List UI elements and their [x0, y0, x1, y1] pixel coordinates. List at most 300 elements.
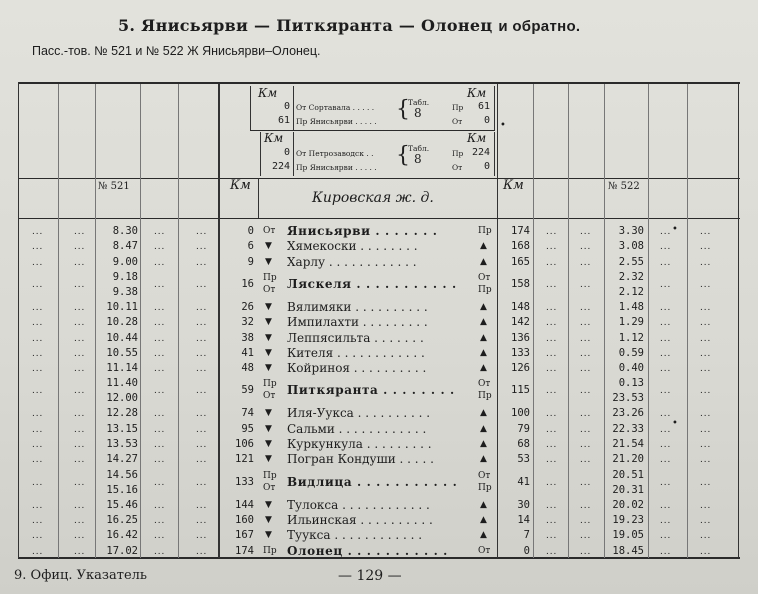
- filler-dots: ...: [32, 301, 44, 313]
- filler-dots: ...: [700, 476, 712, 488]
- filler-dots: ...: [32, 332, 44, 344]
- mark-pr: Пр: [452, 149, 464, 158]
- km-left: 38: [241, 331, 254, 344]
- filler-dots: ...: [546, 408, 558, 420]
- arrow-down-icon: ▼: [265, 454, 272, 465]
- km-right: 142: [511, 316, 530, 329]
- filler-dots: ...: [32, 514, 44, 526]
- filler-dots: ...: [154, 363, 166, 375]
- arrival-time: 1.12: [618, 331, 644, 344]
- km-left: 32: [241, 316, 254, 329]
- filler-dots: ...: [74, 454, 86, 466]
- km-right: 158: [511, 277, 530, 290]
- station-name: Питкяранта . . . . . . . .: [287, 383, 455, 398]
- departure-time: 10.44: [106, 331, 138, 344]
- station-name: Иля-Уукса . . . . . . . . . .: [287, 406, 431, 421]
- km-head: Км: [264, 131, 284, 145]
- mark-left: Пр: [263, 272, 277, 283]
- filler-dots: ...: [74, 530, 86, 542]
- station-row: [0, 468, 758, 498]
- departure-time: 14.27: [106, 453, 138, 466]
- filler-dots: ...: [154, 226, 166, 237]
- filler-dots: ...: [660, 278, 672, 290]
- filler-dots: ...: [154, 439, 166, 450]
- arrival-time: 3.30: [618, 225, 644, 237]
- table-top-rule: [18, 82, 740, 84]
- filler-dots: ...: [580, 408, 592, 420]
- filler-dots: ...: [660, 408, 672, 420]
- filler-dots: ...: [154, 454, 166, 466]
- km-right: 174: [511, 225, 530, 237]
- station-row: [0, 406, 758, 421]
- arrival-time: 1.48: [618, 300, 644, 313]
- filler-dots: ...: [660, 385, 672, 397]
- arrow-up-icon: ▲: [480, 530, 487, 541]
- filler-dots: ...: [580, 256, 592, 268]
- filler-dots: ...: [660, 241, 672, 253]
- mark-right: Пр: [478, 284, 492, 295]
- km-right: 68: [517, 438, 530, 450]
- filler-dots: ...: [700, 301, 712, 313]
- box-rule: [260, 132, 261, 176]
- filler-dots: ...: [154, 545, 166, 557]
- filler-dots: ...: [196, 545, 208, 557]
- arrival-time: 20.51: [612, 468, 644, 481]
- filler-dots: ...: [580, 423, 592, 435]
- filler-dots: ...: [196, 423, 208, 435]
- departure-time: 13.53: [106, 438, 138, 450]
- filler-dots: ...: [546, 454, 558, 466]
- header-bottom-rule: [18, 218, 740, 219]
- filler-dots: ...: [32, 530, 44, 542]
- km-value: 224: [471, 147, 490, 158]
- box-rule: [250, 86, 251, 130]
- km-right: 126: [511, 362, 530, 375]
- filler-dots: ...: [580, 241, 592, 253]
- filler-dots: ...: [546, 347, 558, 359]
- station-row: [0, 270, 758, 300]
- footer-publisher: 9. Офиц. Указатель: [14, 568, 147, 583]
- filler-dots: ...: [154, 301, 166, 313]
- station-name: Погран Кондуши . . . . .: [287, 452, 434, 467]
- arrow-down-icon: ▼: [265, 514, 272, 525]
- km-value: 0: [483, 161, 490, 172]
- station-name: Вялимяки . . . . . . . . . .: [287, 299, 428, 314]
- filler-dots: ...: [154, 241, 166, 253]
- station-row: [0, 239, 758, 254]
- mark-right: От: [478, 470, 491, 481]
- arrow-up-icon: ▲: [480, 332, 487, 343]
- filler-dots: ...: [196, 454, 208, 466]
- station-name: Янисьярви . . . . . . .: [287, 224, 438, 238]
- arrow-down-icon: ▼: [265, 530, 272, 541]
- table-ref-num: 8: [414, 106, 422, 120]
- box-rule: [293, 132, 294, 176]
- filler-dots: ...: [660, 423, 672, 435]
- km-left: 16: [241, 277, 254, 290]
- filler-dots: ...: [700, 317, 712, 329]
- station-row: [0, 422, 758, 437]
- connection-to: Пр Янисьярви . . . . .: [296, 117, 377, 126]
- filler-dots: ...: [580, 530, 592, 542]
- departure-time: 16.25: [106, 513, 138, 526]
- departure-time: 11.40: [106, 377, 138, 390]
- arrival-time: 21.20: [612, 453, 644, 466]
- arrow-up-icon: ▲: [480, 423, 487, 434]
- departure-time: 12.28: [106, 407, 138, 420]
- table-ref-num: 8: [414, 152, 422, 166]
- station-name: Леппясильта . . . . . . .: [287, 330, 424, 345]
- departure-time: 13.15: [106, 422, 138, 435]
- km-left: 0: [247, 225, 254, 237]
- km-right: 115: [511, 384, 530, 397]
- arrow-up-icon: ▲: [480, 363, 487, 374]
- filler-dots: ...: [196, 385, 208, 397]
- filler-dots: ...: [660, 530, 672, 542]
- filler-dots: ...: [74, 423, 86, 435]
- filler-dots: ...: [74, 408, 86, 420]
- departure-time: 8.47: [112, 240, 138, 253]
- filler-dots: ...: [660, 454, 672, 466]
- filler-dots: ...: [74, 241, 86, 253]
- station-row: [0, 255, 758, 270]
- filler-dots: ...: [196, 363, 208, 375]
- arrow-up-icon: ▲: [480, 347, 487, 358]
- filler-dots: ...: [74, 476, 86, 488]
- filler-dots: ...: [32, 241, 44, 253]
- km-left: 160: [235, 513, 254, 526]
- mark-left: Пр: [263, 470, 277, 481]
- filler-dots: ...: [700, 454, 712, 466]
- mark-right: Пр: [478, 391, 492, 402]
- mark-right: Пр: [478, 226, 492, 236]
- departure-time: 9.18: [112, 270, 138, 283]
- filler-dots: ...: [546, 530, 558, 542]
- km-head: Км: [258, 86, 278, 100]
- departure-time: 15.46: [106, 498, 138, 511]
- km-value: 224: [271, 161, 290, 172]
- filler-dots: ...: [700, 256, 712, 268]
- mark-left: От: [263, 482, 276, 493]
- brace-icon: {: [396, 97, 410, 122]
- filler-dots: ...: [196, 256, 208, 268]
- page-title: [118, 16, 580, 35]
- filler-dots: ...: [32, 256, 44, 268]
- arrow-down-icon: ▼: [265, 317, 272, 328]
- arrow-up-icon: ▲: [480, 256, 487, 267]
- filler-dots: ...: [154, 332, 166, 344]
- km-value: 0: [283, 101, 290, 112]
- station-name: Кителя . . . . . . . . . . . .: [287, 345, 425, 360]
- filler-dots: ...: [154, 256, 166, 268]
- filler-dots: ...: [546, 317, 558, 329]
- filler-dots: ...: [580, 545, 592, 557]
- filler-dots: ...: [154, 278, 166, 290]
- station-row: [0, 528, 758, 543]
- station-name: Хямекоски . . . . . . . .: [287, 239, 418, 254]
- filler-dots: ...: [700, 423, 712, 435]
- route-title-suffix: и обратно.: [498, 18, 581, 35]
- departure-time: 8.30: [112, 225, 138, 237]
- filler-dots: ...: [546, 545, 558, 557]
- filler-dots: ...: [154, 408, 166, 420]
- filler-dots: ...: [74, 385, 86, 397]
- station-name: Видлица . . . . . . . . . . .: [287, 474, 458, 489]
- departure-time: 12.00: [106, 392, 138, 405]
- filler-dots: ...: [660, 545, 672, 557]
- filler-dots: ...: [196, 332, 208, 344]
- km-left: 26: [241, 300, 254, 313]
- filler-dots: ...: [700, 347, 712, 359]
- filler-dots: ...: [700, 530, 712, 542]
- km-right: 133: [511, 346, 530, 359]
- filler-dots: ...: [546, 423, 558, 435]
- arrival-time: 18.45: [612, 544, 644, 557]
- brace-icon: {: [396, 143, 410, 168]
- filler-dots: ...: [546, 385, 558, 397]
- km-right: 136: [511, 331, 530, 344]
- station-name: Тулокса . . . . . . . . . . . .: [287, 497, 430, 512]
- filler-dots: ...: [700, 545, 712, 557]
- arrival-time: 2.32: [618, 270, 644, 283]
- station-name: Олонец . . . . . . . . . . .: [287, 543, 448, 558]
- filler-dots: ...: [74, 301, 86, 313]
- arrow-up-icon: ▲: [480, 499, 487, 510]
- filler-dots: ...: [700, 408, 712, 420]
- header-rule: [18, 178, 740, 179]
- filler-dots: ...: [154, 499, 166, 511]
- arrow-down-icon: ▼: [265, 439, 272, 449]
- filler-dots: ...: [32, 545, 44, 557]
- filler-dots: ...: [74, 226, 86, 237]
- km-right: 165: [511, 255, 530, 268]
- filler-dots: ...: [154, 423, 166, 435]
- filler-dots: ...: [154, 514, 166, 526]
- arrow-up-icon: ▲: [480, 408, 487, 419]
- filler-dots: ...: [74, 514, 86, 526]
- filler-dots: ...: [700, 363, 712, 375]
- filler-dots: ...: [580, 332, 592, 344]
- station-row: [0, 361, 758, 376]
- station-name: Куркункула . . . . . . . . .: [287, 437, 432, 451]
- box-rule: [494, 132, 495, 176]
- station-row: [0, 346, 758, 361]
- departure-time: 14.56: [106, 468, 138, 481]
- filler-dots: ...: [74, 363, 86, 375]
- filler-dots: ...: [660, 301, 672, 313]
- km-value: 61: [277, 115, 290, 126]
- train-number-right: № 522: [608, 181, 640, 192]
- filler-dots: ...: [580, 439, 592, 450]
- filler-dots: ...: [700, 499, 712, 511]
- filler-dots: ...: [32, 476, 44, 488]
- km-right: 79: [517, 422, 530, 435]
- filler-dots: ...: [580, 278, 592, 290]
- filler-dots: ...: [660, 332, 672, 344]
- departure-time: 16.42: [106, 529, 138, 542]
- filler-dots: ...: [74, 332, 86, 344]
- km-left: 167: [235, 529, 254, 542]
- km-left: 174: [235, 544, 254, 557]
- station-name: Импилахти . . . . . . . . .: [287, 315, 428, 330]
- filler-dots: ...: [196, 278, 208, 290]
- filler-dots: ...: [580, 454, 592, 466]
- dot-mark: •: [672, 418, 678, 429]
- arrival-time: 3.08: [618, 240, 644, 253]
- filler-dots: ...: [74, 347, 86, 359]
- filler-dots: ...: [196, 408, 208, 420]
- arrow-up-icon: ▲: [480, 301, 487, 312]
- km-right: 14: [517, 513, 530, 526]
- km-right: 0: [523, 544, 530, 557]
- mark-ot: От: [452, 163, 463, 172]
- station-row: [0, 376, 758, 406]
- arrow-up-icon: ▲: [480, 439, 487, 449]
- km-right: 53: [517, 453, 530, 466]
- filler-dots: ...: [196, 241, 208, 253]
- filler-dots: ...: [74, 256, 86, 268]
- km-left: 106: [235, 438, 254, 450]
- filler-dots: ...: [196, 476, 208, 488]
- filler-dots: ...: [660, 347, 672, 359]
- filler-dots: ...: [32, 454, 44, 466]
- arrow-up-icon: ▲: [480, 514, 487, 525]
- departure-time: 9.00: [112, 255, 138, 268]
- mark-left: От: [263, 391, 276, 402]
- filler-dots: ...: [32, 363, 44, 375]
- station-name: Сальми . . . . . . . . . . . .: [287, 421, 427, 436]
- arrival-time: 0.59: [618, 346, 644, 359]
- arrival-time: 23.26: [612, 407, 644, 420]
- km-column-head: Км: [503, 178, 524, 193]
- km-value: 61: [477, 101, 490, 112]
- railway-name: Кировская ж. д.: [312, 190, 434, 206]
- km-left: 144: [235, 498, 254, 511]
- filler-dots: ...: [32, 347, 44, 359]
- station-row: [0, 498, 758, 513]
- arrow-up-icon: ▲: [480, 454, 487, 465]
- departure-time: 15.16: [106, 483, 138, 496]
- filler-dots: ...: [580, 363, 592, 375]
- table-ref-label: Табл.: [408, 98, 430, 107]
- page-subtitle: Пасс.-тов. № 521 и № 522 Ж Янисьярви–Олонец.: [32, 44, 321, 58]
- arrival-time: 21.54: [612, 438, 644, 450]
- mark-right: Пр: [478, 482, 492, 493]
- km-left: 6: [247, 240, 254, 253]
- filler-dots: ...: [32, 278, 44, 290]
- mark-right: От: [478, 272, 491, 283]
- arrow-down-icon: ▼: [265, 347, 272, 358]
- filler-dots: ...: [580, 385, 592, 397]
- arrow-up-icon: ▲: [480, 317, 487, 328]
- box-rule: [293, 86, 294, 130]
- km-right: 168: [511, 240, 530, 253]
- station-row: [0, 331, 758, 346]
- km-column-head: Км: [230, 178, 251, 193]
- arrival-time: 22.33: [612, 422, 644, 435]
- filler-dots: ...: [154, 476, 166, 488]
- station-name: Ильинская . . . . . . . . . .: [287, 512, 433, 527]
- route-title: 5. Янисьярви — Питкяранта — Олонец: [118, 16, 493, 35]
- filler-dots: ...: [196, 439, 208, 450]
- filler-dots: ...: [700, 278, 712, 290]
- filler-dots: ...: [32, 439, 44, 450]
- arrival-time: 23.53: [612, 392, 644, 405]
- filler-dots: ...: [546, 499, 558, 511]
- km-left: 74: [241, 407, 254, 420]
- km-right: 7: [523, 529, 530, 542]
- filler-dots: ...: [660, 317, 672, 329]
- arrival-time: 1.29: [618, 316, 644, 329]
- filler-dots: ...: [546, 439, 558, 450]
- km-left: 48: [241, 362, 254, 375]
- km-right: 30: [517, 498, 530, 511]
- page-number: — 129 —: [338, 568, 402, 584]
- filler-dots: ...: [580, 347, 592, 359]
- filler-dots: ...: [580, 499, 592, 511]
- filler-dots: ...: [546, 332, 558, 344]
- station-row: [0, 544, 758, 559]
- filler-dots: ...: [700, 439, 712, 450]
- filler-dots: ...: [74, 439, 86, 450]
- filler-dots: ...: [700, 332, 712, 344]
- filler-dots: ...: [580, 301, 592, 313]
- km-left: 59: [241, 384, 254, 397]
- filler-dots: ...: [196, 301, 208, 313]
- arrival-time: 20.31: [612, 483, 644, 496]
- box-rule: [250, 130, 495, 131]
- mark-right: От: [478, 545, 491, 556]
- arrival-time: 19.05: [612, 529, 644, 542]
- filler-dots: ...: [660, 476, 672, 488]
- arrival-time: 0.13: [618, 377, 644, 390]
- mark-left: Пр: [263, 545, 277, 556]
- filler-dots: ...: [660, 439, 672, 450]
- connection-to: Пр Янисьярви . . . . .: [296, 163, 377, 172]
- filler-dots: ...: [154, 317, 166, 329]
- km-value: 0: [283, 147, 290, 158]
- filler-dots: ...: [700, 241, 712, 253]
- filler-dots: ...: [154, 385, 166, 397]
- filler-dots: ...: [74, 278, 86, 290]
- filler-dots: ...: [546, 514, 558, 526]
- departure-time: 10.28: [106, 316, 138, 329]
- km-left: 121: [235, 453, 254, 466]
- mark-right: От: [478, 379, 491, 390]
- arrow-down-icon: ▼: [265, 256, 272, 267]
- connection-from: От Петрозаводск . .: [296, 149, 374, 158]
- mark-left: Пр: [263, 379, 277, 390]
- filler-dots: ...: [32, 408, 44, 420]
- arrival-time: 19.23: [612, 513, 644, 526]
- station-name: Ляскеля . . . . . . . . . . .: [287, 276, 457, 291]
- filler-dots: ...: [196, 347, 208, 359]
- km-right: 100: [511, 407, 530, 420]
- station-row: [0, 437, 758, 452]
- arrival-time: 0.40: [618, 362, 644, 375]
- arrow-down-icon: ▼: [265, 408, 272, 419]
- arrival-time: 2.55: [618, 255, 644, 268]
- arrow-down-icon: ▼: [265, 363, 272, 374]
- arrow-up-icon: ▲: [480, 241, 487, 252]
- filler-dots: ...: [546, 476, 558, 488]
- station-row: [0, 300, 758, 315]
- filler-dots: ...: [580, 226, 592, 237]
- filler-dots: ...: [546, 226, 558, 237]
- arrival-time: 2.12: [618, 285, 644, 298]
- filler-dots: ...: [32, 226, 44, 237]
- departure-time: 10.55: [106, 346, 138, 359]
